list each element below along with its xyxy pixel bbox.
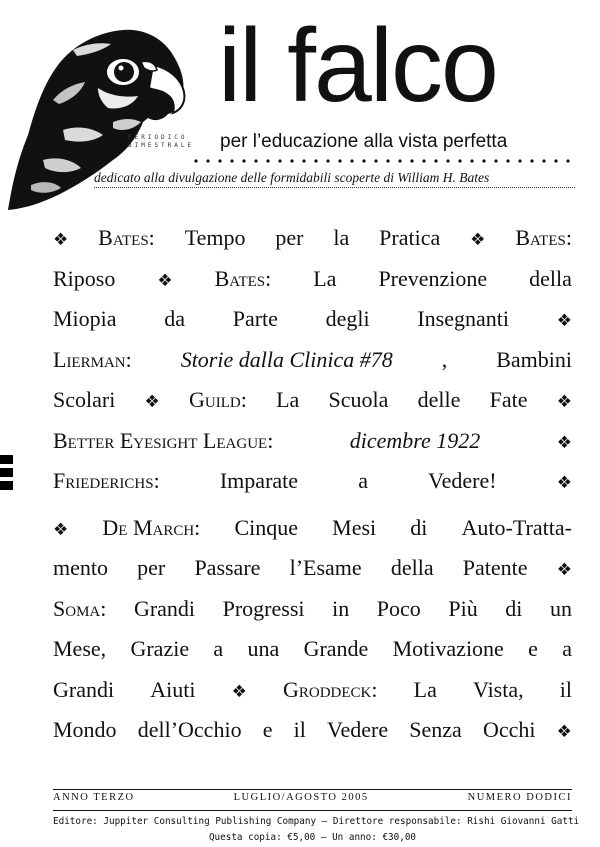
article-word: della (529, 265, 572, 291)
article-word: da (164, 306, 186, 331)
article-word: l’Esame (289, 555, 362, 580)
bimestrale-label: BIMESTRALE (128, 142, 195, 149)
diamond-separator-icon: ❖ (231, 681, 247, 702)
article-word: La (313, 265, 337, 291)
article-author: Soma: (53, 595, 107, 621)
contents-line (53, 421, 572, 462)
article-word: Aiuti (150, 676, 196, 702)
article-word: a (358, 468, 368, 493)
contents-line (53, 380, 572, 421)
article-word: Vedere (327, 717, 389, 742)
article-author: Bates: (214, 265, 272, 291)
article-word: Patente (462, 555, 528, 580)
article-word: Scuola (328, 387, 389, 412)
magazine-subtitle: dedicato alla divulgazione delle formidabili scoperte di William H. Bates (94, 170, 490, 185)
contents-line (53, 508, 572, 549)
footer-rule-bottom (53, 810, 572, 811)
diamond-separator-icon: ❖ (556, 560, 572, 580)
diamond-separator-icon: ❖ (556, 311, 572, 331)
article-word: , (441, 346, 448, 372)
article-word: a (213, 636, 224, 661)
side-registration-marks (0, 455, 13, 494)
registration-mark (0, 468, 13, 477)
diamond-separator-icon: ❖ (556, 432, 572, 453)
article-word: Mesi (332, 514, 377, 540)
article-word: Insegnanti (417, 306, 509, 331)
diamond-separator-icon: ❖ (556, 722, 572, 742)
issue-number: NUMERO DODICI (467, 792, 572, 803)
contents-line (53, 589, 572, 630)
article-title-italic: Storie dalla Clinica #78 (180, 346, 393, 372)
footer-editor: Editore: Juppiter Consulting Publishing Company — Direttore responsabile: Rishi Giovanni Gatti (53, 816, 580, 827)
article-word: degli (325, 306, 370, 331)
article-word: Motivazione (392, 636, 504, 661)
magazine-tagline: per l’educazione alla vista perfetta (220, 131, 508, 152)
article-word: Occhi (482, 717, 536, 742)
article-word: a (562, 636, 572, 661)
article-word: Grazie (130, 636, 190, 661)
article-word: Passare (194, 555, 261, 580)
article-word: Bambini (496, 346, 572, 372)
article-author: Bates: (98, 225, 155, 250)
article-author: Friederichs: (53, 468, 160, 493)
article-word: Grande (303, 636, 369, 661)
article-word: un (550, 595, 572, 621)
diamond-separator-icon: ❖ (470, 230, 486, 250)
article-word: Miopia (53, 306, 117, 331)
registration-mark (0, 481, 13, 490)
diamond-separator-icon: ❖ (556, 392, 572, 412)
diamond-separator-icon: ❖ (144, 392, 160, 412)
article-word: il (293, 717, 306, 742)
article-word: per (275, 225, 304, 250)
diamond-separator-icon: ❖ (157, 270, 173, 291)
diamond-separator-icon: ❖ (53, 230, 69, 250)
article-word: Grandi (53, 676, 115, 702)
footer-price: Questa copia: €5,00 — Un anno: €30,00 (208, 832, 417, 843)
magazine-title: il falco (218, 8, 497, 124)
diamond-separator-icon: ❖ (556, 473, 572, 493)
footer-rule-top (53, 789, 572, 790)
article-word: una (247, 636, 280, 661)
article-word: Scolari (53, 387, 116, 412)
article-word: delle (417, 387, 461, 412)
periodico-label: PERIODICO (128, 134, 188, 141)
article-word: Riposo (53, 265, 116, 291)
article-word: il (559, 676, 572, 702)
article-word: Senza (409, 717, 462, 742)
article-word: Parte (232, 306, 278, 331)
contents-line (53, 548, 572, 589)
article-word: Mondo (53, 717, 117, 742)
footer-issue-info (53, 792, 572, 803)
article-word: in (332, 595, 350, 621)
masthead (0, 0, 600, 215)
article-word: Vedere! (428, 468, 497, 493)
article-word: La (276, 387, 300, 412)
contents-line (53, 218, 572, 259)
article-word: Fate (489, 387, 528, 412)
article-word: Prevenzione (378, 265, 488, 291)
article-word: Imparate (219, 468, 299, 493)
article-word: Mese, (53, 636, 107, 661)
article-author: Better Eyesight League: (53, 427, 274, 453)
issue-date: LUGLIO/AGOSTO 2005 (233, 792, 369, 803)
article-author: Lierman: (53, 346, 132, 372)
article-word: Più (448, 595, 478, 621)
article-word: La (413, 676, 437, 702)
dotted-rule (94, 187, 575, 188)
article-author: Bates: (515, 225, 572, 250)
article-title-italic: dicembre 1922 (349, 427, 481, 453)
issue-year: ANNO TERZO (53, 792, 135, 803)
contents-line (53, 461, 572, 502)
article-author: Guild: (189, 387, 247, 412)
article-word: della (390, 555, 434, 580)
article-word: di (410, 514, 428, 540)
article-word: dell’Occhio (137, 717, 242, 742)
article-word: di (505, 595, 523, 621)
article-author: Groddeck: (283, 676, 378, 702)
article-word: Tempo (184, 225, 246, 250)
article-author: De March: (102, 514, 201, 540)
article-word: Progressi (222, 595, 305, 621)
article-word: per (137, 555, 166, 580)
diamond-separator-icon: ❖ (53, 519, 69, 540)
article-word: e (528, 636, 538, 661)
article-word: Poco (376, 595, 421, 621)
contents-line (53, 259, 572, 300)
article-word: Auto-Tratta- (461, 514, 572, 540)
article-word: e (262, 717, 273, 742)
contents-line (53, 670, 572, 711)
periodico-bimestrale (128, 134, 194, 150)
article-word: Pratica (379, 225, 441, 250)
registration-mark (0, 455, 13, 464)
contents-line (53, 629, 572, 670)
article-word: la (333, 225, 350, 250)
contents-line (53, 710, 572, 751)
article-word: mento (53, 555, 108, 580)
dotted-divider (190, 158, 575, 164)
contents-line (53, 340, 572, 381)
article-word: Grandi (133, 595, 196, 621)
contents-line (53, 299, 572, 340)
article-word: Vista, (473, 676, 524, 702)
table-of-contents (53, 218, 572, 751)
article-word: Cinque (234, 514, 298, 540)
